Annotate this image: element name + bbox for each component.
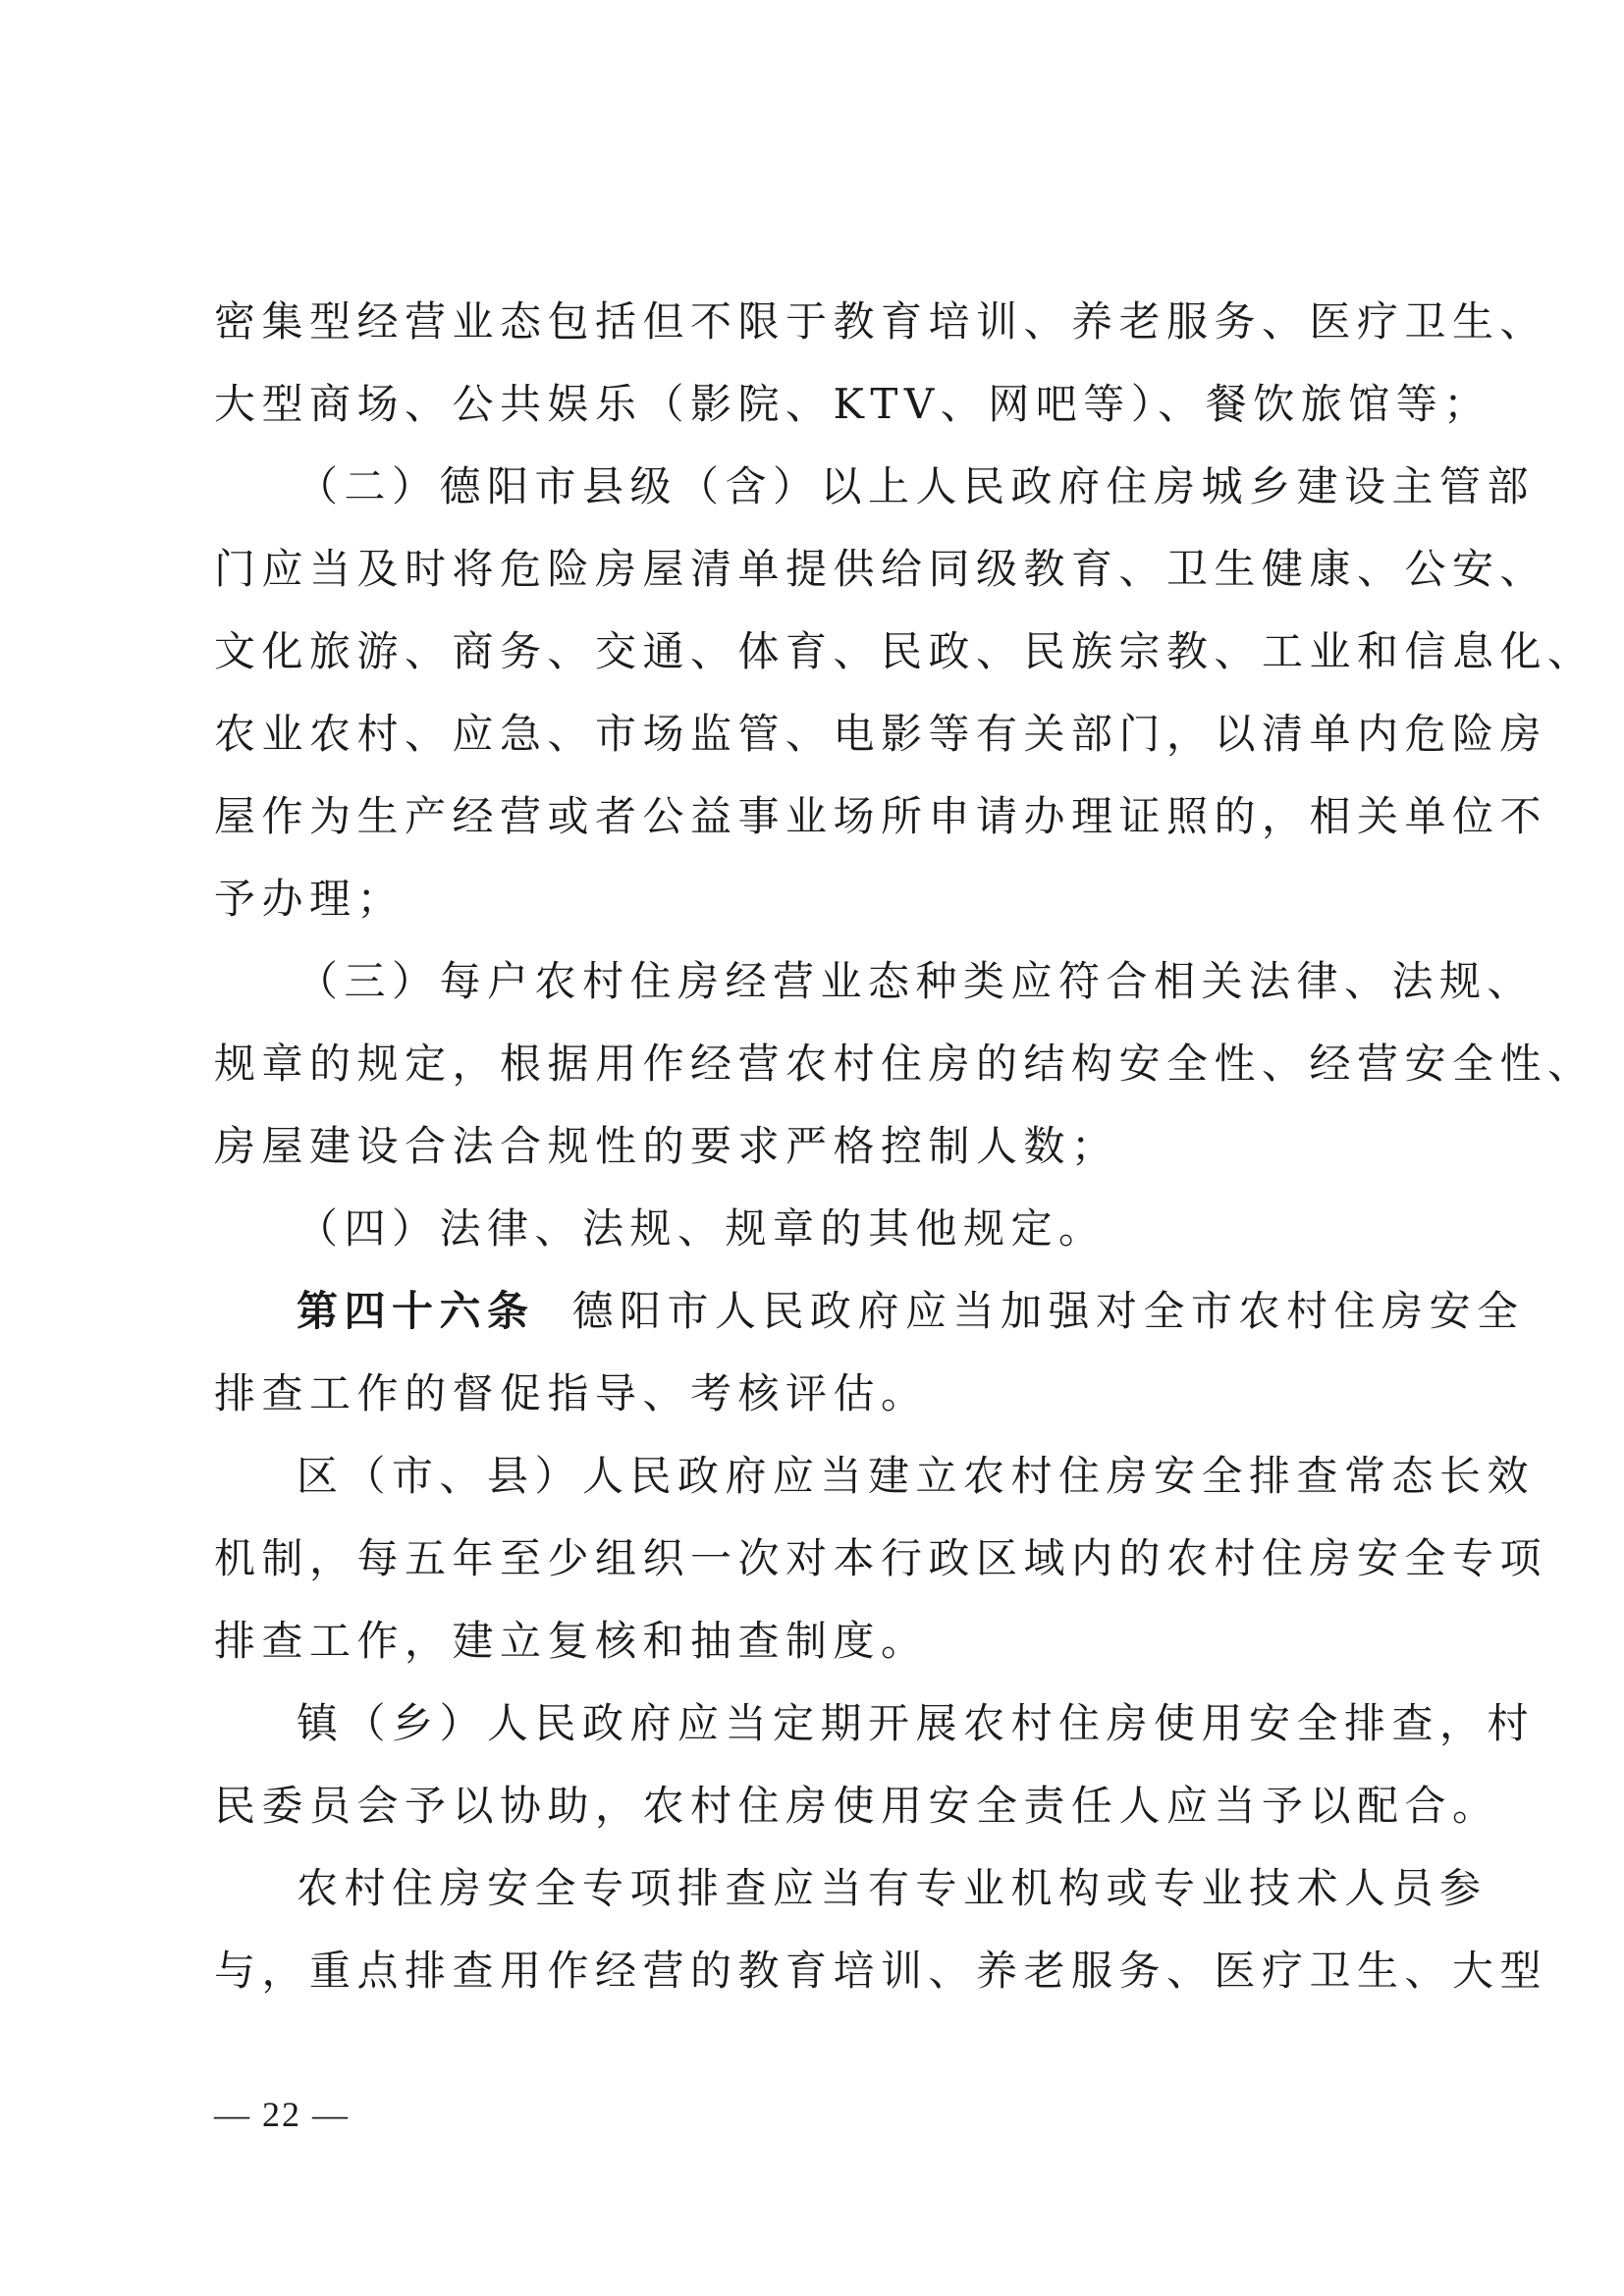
text-line: 密集型经营业态包括但不限于教育培训、养老服务、医疗卫生、 <box>214 297 1548 346</box>
text-line: 与，重点排查用作经营的教育培训、养老服务、医疗卫生、大型 <box>214 1947 1548 1995</box>
article-heading: 第四十六条 <box>297 1287 535 1335</box>
text-line: 房屋建设合法合规性的要求严格控制人数； <box>214 1122 1119 1170</box>
paragraph-item-4: （四）法律、法规、规章的其他规定。 <box>297 1204 1107 1253</box>
text-line: 农业农村、应急、市场监管、电影等有关部门，以清单内危险房 <box>214 710 1548 758</box>
text-line: 文化旅游、商务、交通、体育、民政、民族宗教、工业和信息化、 <box>214 627 1596 675</box>
page-number: — 22 — <box>214 2095 350 2134</box>
paragraph-start: 镇（乡）人民政府应当定期开展农村住房使用安全排查，村 <box>297 1699 1536 1747</box>
paragraph-start: 区（市、县）人民政府应当建立农村住房安全排查常态长效 <box>297 1452 1536 1500</box>
text-line: 排查工作的督促指导、考核评估。 <box>214 1369 929 1417</box>
text-line: 排查工作，建立复核和抽查制度。 <box>214 1617 929 1665</box>
article-46-first-line <box>297 1284 1525 1339</box>
text-line: 门应当及时将危险房屋清单提供给同级教育、卫生健康、公安、 <box>214 545 1548 593</box>
paragraph-start: 农村住房安全专项排查应当有专业机构或专业技术人员参 <box>297 1864 1488 1912</box>
text-line: 大型商场、公共娱乐（影院、KTV、网吧等）、餐饮旅馆等； <box>214 380 1491 428</box>
paragraph-item-2-start: （二）德阳市县级（含）以上人民政府住房城乡建设主管部 <box>297 462 1536 510</box>
paragraph-item-3-start: （三）每户农村住房经营业态种类应符合相关法律、法规、 <box>297 957 1536 1005</box>
text-line: 予办理； <box>214 875 406 923</box>
text-line: 机制，每五年至少组织一次对本行政区域内的农村住房安全专项 <box>214 1534 1548 1582</box>
text-line: 民委员会予以协助，农村住房使用安全责任人应当予以配合。 <box>214 1782 1500 1830</box>
text-line: 规章的规定，根据用作经营农村住房的结构安全性、经营安全性、 <box>214 1040 1596 1088</box>
article-text: 德阳市人民政府应当加强对全市农村住房安全 <box>571 1287 1525 1335</box>
text-line: 屋作为生产经营或者公益事业场所申请办理证照的，相关单位不 <box>214 792 1548 840</box>
